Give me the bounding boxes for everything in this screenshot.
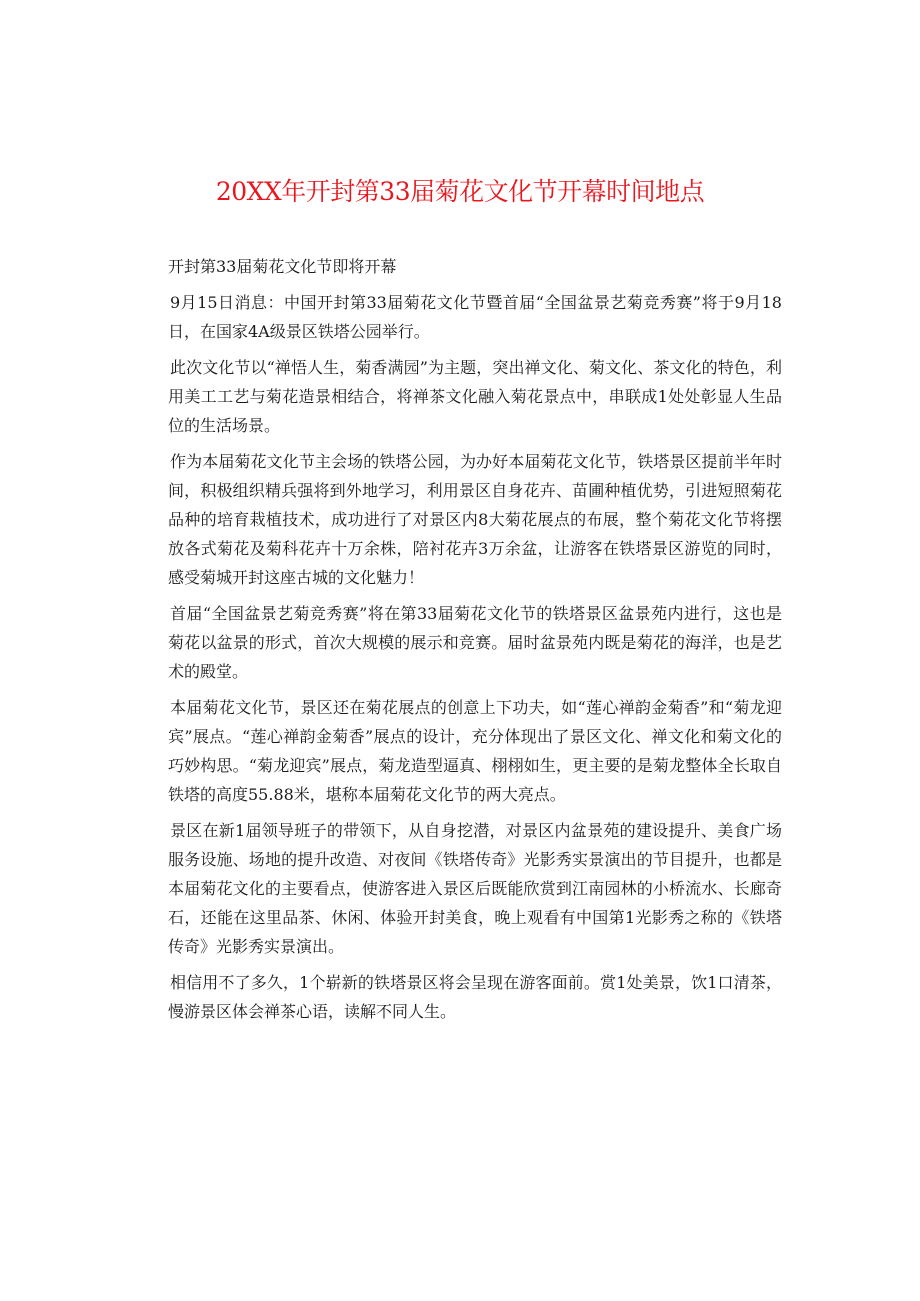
paragraph-4: 首届“全国盆景艺菊竞秀赛”将在第33届菊花文化节的铁塔景区盆景苑内进行，这也是菊花以盆景的形式，首次大规模的展示和竞赛。届时盆景苑内既是菊花的海洋，也是艺术的殿堂。 (168, 604, 782, 681)
page-title: 20XX年开封第33届菊花文化节开幕时间地点 (215, 177, 705, 206)
paragraph-2: 此次文化节以“禅悟人生，菊香满园”为主题，突出禅文化、菊文化、茶文化的特色，利用美工工艺与菊花造景相结合，将禅茶文化融入菊花景点中，串联成1处处彰显人生品位的生活场景。 (168, 358, 782, 435)
paragraph-subtitle: 开封第33届菊花文化节即将开幕 (168, 257, 397, 276)
paragraph-5: 本届菊花文化节，景区还在菊花展点的创意上下功夫，如“莲心禅韵金菊香”和“菊龙迎宾”展点。“莲心禅韵金菊香”展点的设计，充分体现出了景区文化、禅文化和菊文化的巧妙构思。“菊龙迎宾”展点，菊龙造型逼真、栩栩如生，更主要的是菊龙整体全长取自铁塔的高度55.88米，堪称本届菊花文化节的两大亮点。 (168, 698, 782, 804)
paragraph-1: 9月15日消息：中国开封第33届菊花文化节暨首届“全国盆景艺菊竞秀赛”将于9月18日，在国家4A级景区铁塔公园举行。 (168, 293, 782, 341)
paragraph-7: 相信用不了多久，1个崭新的铁塔景区将会呈现在游客面前。赏1处美景，饮1口清茶，慢游景区体会禅茶心语，读解不同人生。 (168, 973, 782, 1021)
article-body (168, 252, 782, 1033)
paragraph-3: 作为本届菊花文化节主会场的铁塔公园，为办好本届菊花文化节，铁塔景区提前半年时间，积极组织精兵强将到外地学习，利用景区自身花卉、苗圃种植优势，引进短照菊花品种的培育栽植技术，成功进行了对景区内8大菊花展点的布展，整个菊花文化节将摆放各式菊花及菊科花卉十万余株，陪衬花卉3万余盆，让游客在铁塔景区游览的同时，感受菊城开封这座古城的文化魅力！ (168, 452, 782, 587)
paragraph-6: 景区在新1届领导班子的带领下，从自身挖潜，对景区内盆景苑的建设提升、美食广场服务设施、场地的提升改造、对夜间《铁塔传奇》光影秀实景演出的节目提升，也都是本届菊花文化的主要看点，使游客进入景区后既能欣赏到江南园林的小桥流水、长廊奇石，还能在这里品茶、休闲、体验开封美食，晚上观看有中国第1光影秀之称的《铁塔传奇》光影秀实景演出。 (168, 821, 782, 956)
